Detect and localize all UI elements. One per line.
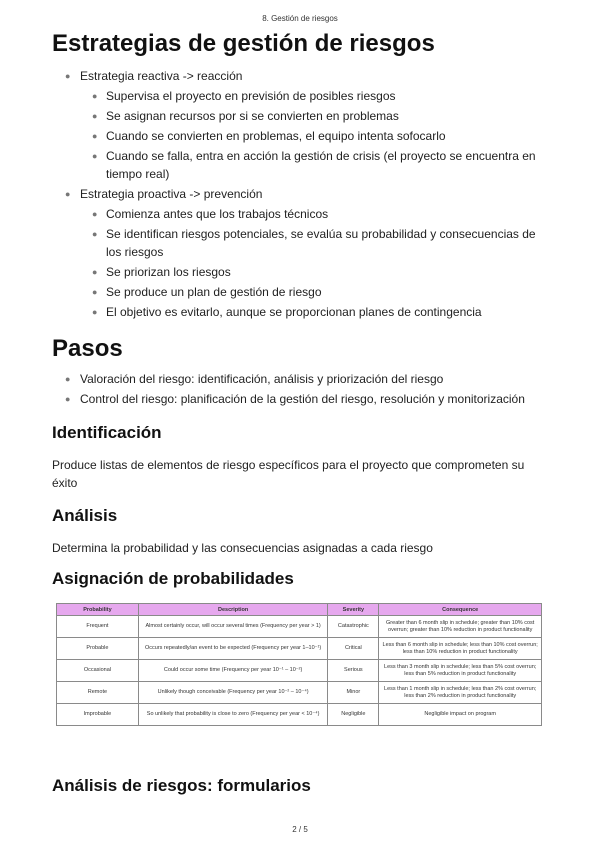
bullet-icon: ● [92, 307, 98, 317]
strategy-list [52, 67, 552, 323]
table-cell: Negligible [328, 704, 379, 726]
list-item [52, 67, 552, 85]
bullet-icon: ● [92, 131, 98, 141]
analisis-paragraph: Determina la probabilidad y las consecuencias asignadas a cada riesgo [52, 541, 433, 555]
subsection-title-identificacion: Identificación [52, 423, 162, 442]
table-cell: Improbable [57, 704, 139, 726]
page-number: 2 / 5 [292, 825, 308, 834]
bullet-icon: ● [65, 71, 71, 81]
list-item [52, 147, 552, 183]
list-item [52, 263, 552, 281]
steps-list [52, 370, 552, 410]
list-item [52, 370, 552, 388]
table-cell: Frequent [57, 616, 139, 638]
bullet-icon: ● [92, 111, 98, 121]
column-header: Description [138, 604, 328, 616]
list-item [52, 390, 552, 408]
list-item-text: Estrategia reactiva -> reacción [80, 69, 243, 83]
table-cell: Greater than 6 month slip in schedule; greater than 10% cost overrun; greater than 10% reduction in product functionality [379, 616, 542, 638]
probability-table [56, 603, 542, 726]
table-row [57, 660, 542, 682]
list-item-text: Se produce un plan de gestión de riesgo [106, 285, 322, 299]
list-item-text: Supervisa el proyecto en previsión de posibles riesgos [106, 89, 396, 103]
bullet-icon: ● [92, 229, 98, 239]
list-item-text: Estrategia proactiva -> prevención [80, 187, 263, 201]
section-title-pasos: Pasos [52, 335, 123, 362]
table-cell: Critical [328, 638, 379, 660]
subsection-title-analisis: Análisis [52, 506, 118, 525]
table-cell: Negligible impact on program [379, 704, 542, 726]
table-header-row [57, 604, 542, 616]
table-row [57, 682, 542, 704]
list-item-text: Comienza antes que los trabajos técnicos [106, 207, 329, 221]
table-cell: Occasional [57, 660, 139, 682]
subsection-title-formularios: Análisis de riesgos: formularios [52, 776, 311, 795]
table-row [57, 638, 542, 660]
table-row [57, 704, 542, 726]
list-item [52, 205, 552, 223]
list-item [52, 87, 552, 105]
table-cell: Serious [328, 660, 379, 682]
table-cell: Less than 6 month slip in schedule; less than 10% cost overrun; less than 10% reduction in product functionality [379, 638, 542, 660]
list-item-text: Valoración del riesgo: identificación, análisis y priorización del riesgo [80, 372, 444, 386]
list-item-text: Cuando se falla, entra en acción la gestión de crisis (el proyecto se encuentra en tiempo real) [106, 149, 536, 181]
list-item [52, 283, 552, 301]
column-header: Probability [57, 604, 139, 616]
table-cell: Less than 3 month slip in schedule; less than 5% cost overrun; less than 5% reduction in product functionality [379, 660, 542, 682]
table-cell: Probable [57, 638, 139, 660]
list-item [52, 127, 552, 145]
table-cell: Could occur some time (Frequency per year 10⁻¹ – 10⁻²) [138, 660, 328, 682]
column-header: Consequence [379, 604, 542, 616]
table-cell: So unlikely that probability is close to zero (Frequency per year < 10⁻⁴) [138, 704, 328, 726]
table-cell: Minor [328, 682, 379, 704]
list-item-text: Control del riesgo: planificación de la gestión del riesgo, resolución y monitorización [80, 392, 525, 406]
bullet-icon: ● [92, 209, 98, 219]
table-cell: Remote [57, 682, 139, 704]
list-item [52, 185, 552, 203]
section-title-estrategias: Estrategias de gestión de riesgos [52, 30, 435, 57]
bullet-icon: ● [92, 151, 98, 161]
bullet-icon: ● [92, 91, 98, 101]
table-cell: Occurs repeatedly/an event to be expected (Frequency per year 1–10⁻¹) [138, 638, 328, 660]
identificacion-paragraph: Produce listas de elementos de riesgo específicos para el proyecto que comprometen su éxito [52, 458, 525, 490]
list-item-text: Se asignan recursos por si se convierten en problemas [106, 109, 399, 123]
list-item [52, 303, 552, 321]
table-cell: Almost certainly occur, will occur several times (Frequency per year > 1) [138, 616, 328, 638]
bullet-icon: ● [65, 374, 71, 384]
list-item [52, 225, 552, 261]
list-item [52, 107, 552, 125]
subsection-title-asignacion: Asignación de probabilidades [52, 569, 294, 588]
bullet-icon: ● [92, 267, 98, 277]
list-item-text: Cuando se convierten en problemas, el equipo intenta sofocarlo [106, 129, 446, 143]
bullet-icon: ● [65, 189, 71, 199]
table-cell: Less than 1 month slip in schedule; less than 2% cost overrun; less than 2% reduction in product functionality [379, 682, 542, 704]
bullet-icon: ● [92, 287, 98, 297]
table-cell: Unlikely though conceivable (Frequency per year 10⁻² – 10⁻⁴) [138, 682, 328, 704]
list-item-text: Se priorizan los riesgos [106, 265, 231, 279]
list-item-text: El objetivo es evitarlo, aunque se proporcionan planes de contingencia [106, 305, 482, 319]
table-row [57, 616, 542, 638]
list-item-text: Se identifican riesgos potenciales, se evalúa su probabilidad y consecuencias de los riesgos [106, 227, 536, 259]
bullet-icon: ● [65, 394, 71, 404]
running-title: 8. Gestión de riesgos [262, 14, 338, 23]
column-header: Severity [328, 604, 379, 616]
table-cell: Catastrophic [328, 616, 379, 638]
